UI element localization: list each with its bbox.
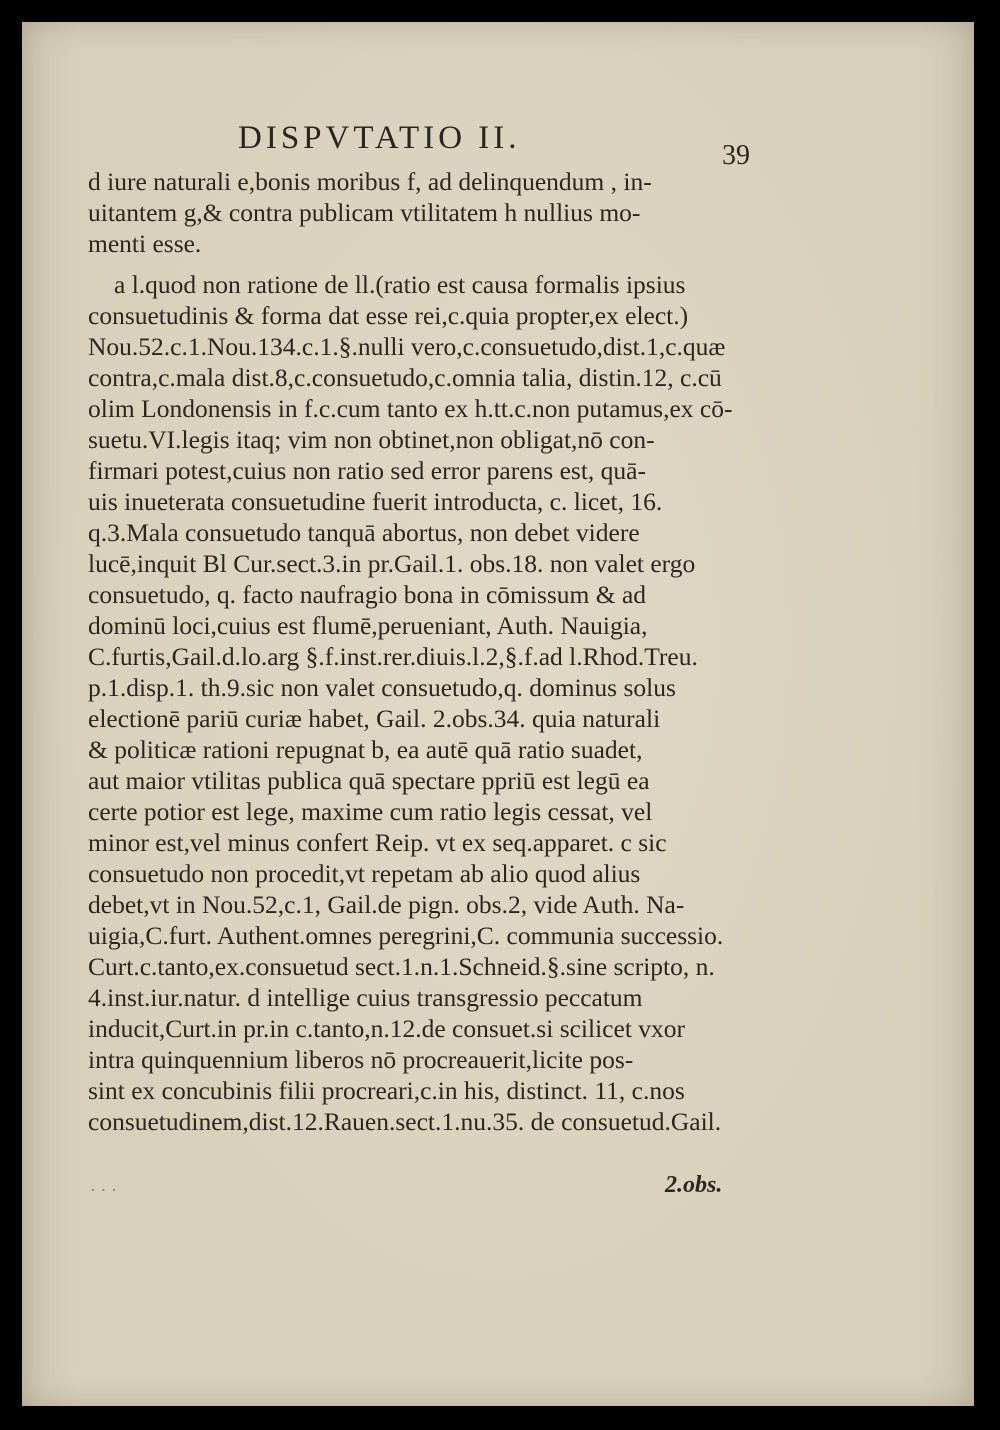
text-line: 4.inst.iur.natur. d intellige cuius transgressio peccatum — [88, 983, 643, 1012]
ink-smudge: · · · — [90, 1180, 117, 1200]
text-line: sint ex concubinis filii procreari,c.in his, distinct. 11, c.nos — [88, 1076, 685, 1105]
text-line: consuetudo non procedit,vt repetam ab alio quod alius — [88, 859, 641, 888]
text-line: uis inueterata consuetudine fuerit introducta, c. licet, 16. — [88, 487, 663, 516]
text-line: consuetudinem,dist.12.Rauen.sect.1.nu.35. de consuetud.Gail. — [88, 1107, 722, 1136]
text-line: & politicæ rationi repugnat b, ea autē quā ratio suadet, — [88, 735, 643, 764]
text-line: lucē,inquit Bl Cur.sect.3.in pr.Gail.1. obs.18. non valet ergo — [88, 549, 696, 578]
text-line: contra,c.mala dist.8,c.consuetudo,c.omnia talia, distin.12, c.cū — [88, 363, 722, 392]
text-line: minor est,vel minus confert Reip. vt ex seq.apparet. c sic — [88, 828, 667, 857]
page-header — [0, 120, 1000, 171]
text-line: dominū loci,cuius est flumē,perueniant, Auth. Nauigia, — [88, 611, 648, 640]
text-line: firmari potest,cuius non ratio sed error parens est, quā- — [88, 456, 646, 485]
text-line: uitantem g,& contra publicam vtilitatem h nullius mo- — [88, 198, 641, 227]
text-line: Curt.c.tanto,ex.consuetud sect.1.n.1.Schneid.§.sine scripto, n. — [88, 952, 715, 981]
text-line: consuetudo, q. facto naufragio bona in cōmissum & ad — [88, 580, 647, 609]
text-line: Nou.52.c.1.Nou.134.c.1.§.nulli vero,c.consuetudo,dist.1,c.quæ — [88, 332, 726, 361]
text-line: a l.quod non ratione de ll.(ratio est causa formalis ipsius — [114, 270, 686, 299]
text-line: debet,vt in Nou.52,c.1, Gail.de pign. obs.2, vide Auth. Na- — [88, 890, 685, 919]
page-number: 39 — [722, 140, 750, 171]
text-line: suetu.VI.legis itaq; vim non obtinet,non obligat,nō con- — [88, 425, 655, 454]
running-title: DISPVTATIO II. — [238, 120, 521, 156]
text-line: intra quinquennium liberos nō procreauerit,licite pos- — [88, 1045, 634, 1074]
text-line: menti esse. — [88, 229, 202, 258]
text-line: p.1.disp.1. th.9.sic non valet consuetudo,q. dominus solus — [88, 673, 676, 702]
catchword: 2.obs. — [665, 1172, 723, 1198]
text-line: olim Londonensis in f.c.cum tanto ex h.tt.c.non putamus,ex cō- — [88, 394, 733, 423]
text-line: uigia,C.furt. Authent.omnes peregrini,C. communia successio. — [88, 921, 724, 950]
text-line: d iure naturali e,bonis moribus f, ad delinquendum , in- — [88, 167, 652, 196]
paragraph-gap — [88, 259, 748, 269]
text-line: certe potior est lege, maxime cum ratio legis cessat, vel — [88, 797, 653, 826]
text-line: C.furtis,Gail.d.lo.arg §.f.inst.rer.diuis.l.2,§.f.ad l.Rhod.Treu. — [88, 642, 698, 671]
text-line: inducit,Curt.in pr.in c.tanto,n.12.de consuet.si scilicet vxor — [88, 1014, 686, 1043]
text-line: electionē pariū curiæ habet, Gail. 2.obs.34. quia naturali — [88, 704, 661, 733]
text-line: consuetudinis & forma dat esse rei,c.quia propter,ex elect.) — [88, 301, 689, 330]
body-text — [88, 166, 748, 1137]
text-line: aut maior vtilitas publica quā spectare ppriū est legū ea — [88, 766, 650, 795]
text-line: q.3.Mala consuetudo tanquā abortus, non debet videre — [88, 518, 640, 547]
